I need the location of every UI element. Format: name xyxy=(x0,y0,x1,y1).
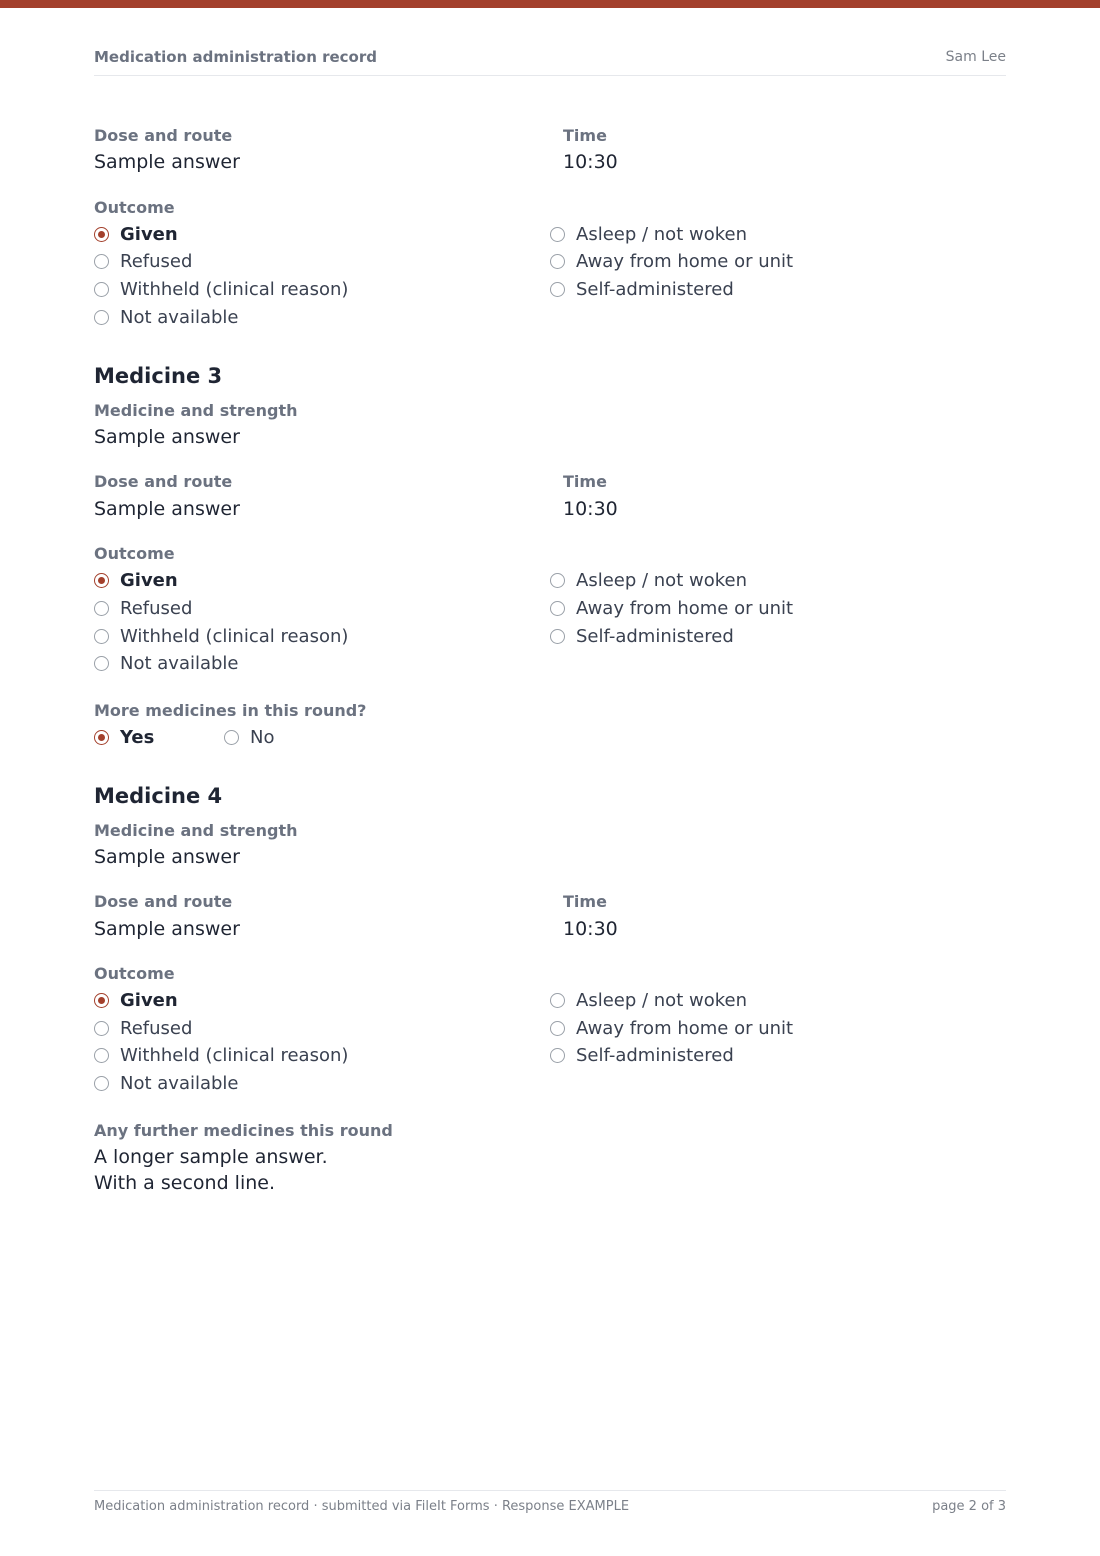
time-value: 10:30 xyxy=(563,151,618,173)
outcome-option-asleep[interactable]: Asleep / not woken xyxy=(550,222,747,246)
radio-icon xyxy=(550,282,565,297)
dose-label: Dose and route xyxy=(94,472,233,491)
radio-icon xyxy=(94,1048,109,1063)
outcome-option-not-available[interactable]: Not available xyxy=(94,651,239,675)
outcome-label: Outcome xyxy=(94,198,175,217)
medicine-value: Sample answer xyxy=(94,426,240,448)
radio-icon xyxy=(224,730,239,745)
radio-selected-icon xyxy=(94,730,109,745)
dose-value: Sample answer xyxy=(94,151,240,173)
form-title: Medication administration record xyxy=(94,48,378,66)
outcome-option-refused[interactable]: Refused xyxy=(94,249,192,273)
outcome-option-refused[interactable]: Refused xyxy=(94,1016,192,1040)
more-medicines-label: More medicines in this round? xyxy=(94,701,367,720)
further-medicines-value: A longer sample answer. With a second line. xyxy=(94,1146,328,1194)
radio-selected-icon xyxy=(94,227,109,242)
radio-icon xyxy=(94,310,109,325)
more-medicines-no[interactable]: No xyxy=(224,725,274,749)
outcome-option-given[interactable]: Given xyxy=(94,222,178,246)
outcome-option-withheld[interactable]: Withheld (clinical reason) xyxy=(94,624,348,648)
dose-value: Sample answer xyxy=(94,918,240,940)
radio-icon xyxy=(550,254,565,269)
time-label: Time xyxy=(563,126,607,145)
outcome-label: Outcome xyxy=(94,544,175,563)
radio-icon xyxy=(94,629,109,644)
time-label: Time xyxy=(563,892,607,911)
radio-icon xyxy=(94,601,109,616)
radio-icon xyxy=(550,1021,565,1036)
radio-icon xyxy=(550,573,565,588)
radio-icon xyxy=(94,1021,109,1036)
outcome-option-not-available[interactable]: Not available xyxy=(94,1071,239,1095)
medicine-label: Medicine and strength xyxy=(94,821,298,840)
radio-icon xyxy=(550,629,565,644)
outcome-option-refused[interactable]: Refused xyxy=(94,596,192,620)
respondent-name: Sam Lee xyxy=(945,49,1006,65)
outcome-option-not-available[interactable]: Not available xyxy=(94,305,239,329)
radio-selected-icon xyxy=(94,993,109,1008)
dose-label: Dose and route xyxy=(94,892,233,911)
further-medicines-label: Any further medicines this round xyxy=(94,1121,393,1140)
outcome-option-self-administered[interactable]: Self-administered xyxy=(550,1043,734,1067)
outcome-option-away[interactable]: Away from home or unit xyxy=(550,249,793,273)
radio-icon xyxy=(550,1048,565,1063)
radio-icon xyxy=(94,282,109,297)
outcome-option-away[interactable]: Away from home or unit xyxy=(550,1016,793,1040)
time-value: 10:30 xyxy=(563,918,618,940)
outcome-option-asleep[interactable]: Asleep / not woken xyxy=(550,988,747,1012)
outcome-option-self-administered[interactable]: Self-administered xyxy=(550,624,734,648)
radio-icon xyxy=(94,656,109,671)
outcome-option-asleep[interactable]: Asleep / not woken xyxy=(550,568,747,592)
outcome-option-given[interactable]: Given xyxy=(94,568,178,592)
radio-icon xyxy=(550,993,565,1008)
outcome-option-self-administered[interactable]: Self-administered xyxy=(550,277,734,301)
outcome-option-away[interactable]: Away from home or unit xyxy=(550,596,793,620)
page-header xyxy=(94,48,1006,76)
outcome-option-withheld[interactable]: Withheld (clinical reason) xyxy=(94,277,348,301)
radio-icon xyxy=(94,254,109,269)
section-heading: Medicine 4 xyxy=(94,784,223,808)
outcome-option-given[interactable]: Given xyxy=(94,988,178,1012)
more-medicines-yes[interactable]: Yes xyxy=(94,725,154,749)
outcome-option-withheld[interactable]: Withheld (clinical reason) xyxy=(94,1043,348,1067)
section-heading: Medicine 3 xyxy=(94,364,223,388)
page-footer xyxy=(94,1490,1006,1520)
radio-selected-icon xyxy=(94,573,109,588)
outcome-label: Outcome xyxy=(94,964,175,983)
radio-icon xyxy=(94,1076,109,1091)
radio-icon xyxy=(550,601,565,616)
dose-label: Dose and route xyxy=(94,126,233,145)
medicine-value: Sample answer xyxy=(94,846,240,868)
radio-icon xyxy=(550,227,565,242)
page-number: page 2 of 3 xyxy=(932,1499,1006,1514)
footer-info: Medication administration record · submitted via FileIt Forms · Response EXAMPLE xyxy=(94,1499,630,1514)
time-label: Time xyxy=(563,472,607,491)
medicine-label: Medicine and strength xyxy=(94,401,298,420)
accent-bar xyxy=(0,0,1100,8)
dose-value: Sample answer xyxy=(94,498,240,520)
time-value: 10:30 xyxy=(563,498,618,520)
